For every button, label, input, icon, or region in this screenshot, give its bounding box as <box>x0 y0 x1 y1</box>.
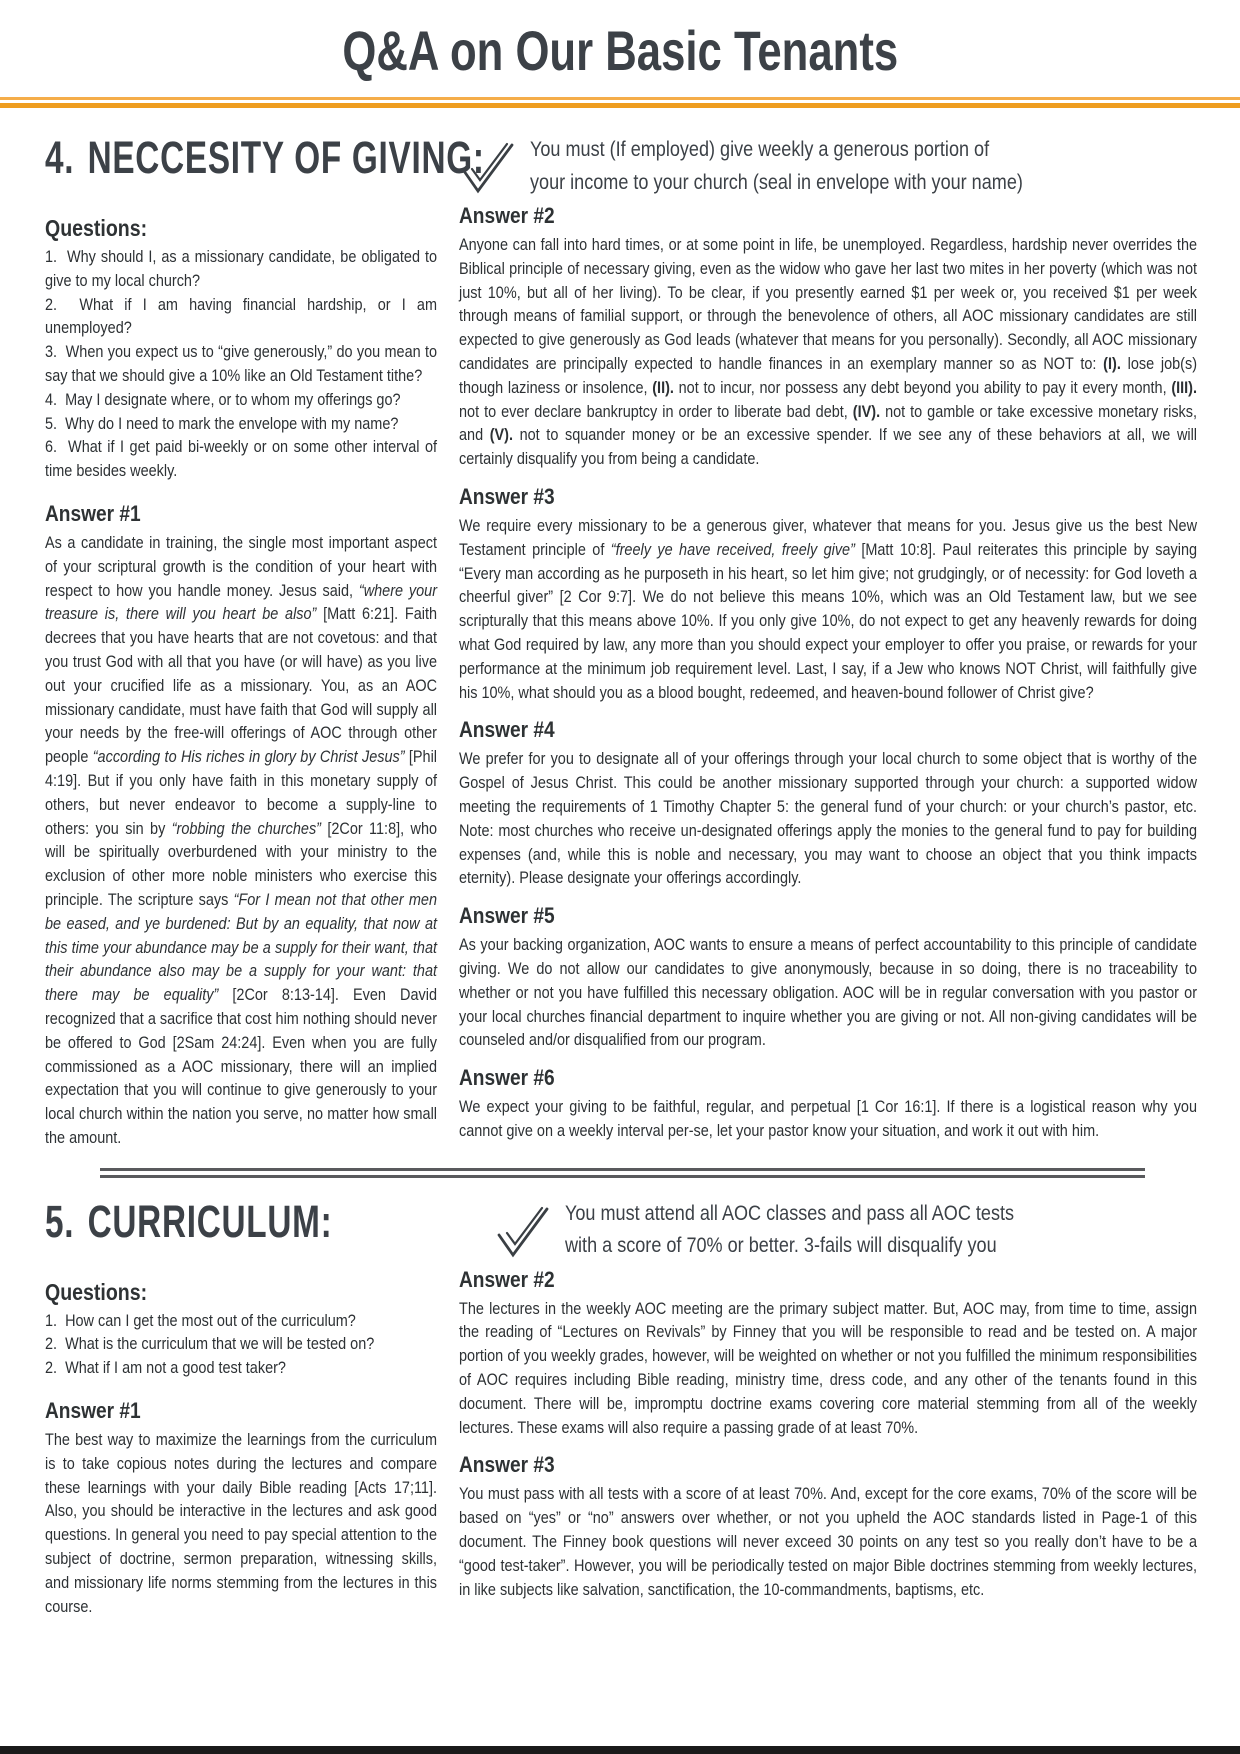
section5-right-column <box>459 1267 1197 1619</box>
bottom-page-bar <box>0 1746 1240 1754</box>
answer-body: The best way to maximize the learnings from the curriculum is to take copious notes during the lectures and compare these learnings with your daily Bible reading [Acts 17;11]. Also, you should be interactive in the lectures and ask good questions. In general you need to pay special attention to the subject of doctrine, sermon preparation, witnessing skills, and missionary life norms stemming from the lectures in this course. <box>45 1430 438 1616</box>
tagline-line: You must (If employed) give weekly a generous portion of <box>530 138 990 161</box>
answer-body: The lectures in the weekly AOC meeting are the primary subject matter. But, AOC may, from time to time, assign the reading of “Lectures on Revivals” by Finney that you will be responsible to read and be tested on. A major portion of you weekly grades, however, will be weighted on whether or not you fulfilled the minimum responsibilities of AOC requires including Bible reading, ministry time, dress code, and any other of the tenants found in this document. There will be, impromptu doctrine exams covering core material stemming from all of the weekly lectures. These exams will also require a passing grade of at least 70%. <box>459 1298 1198 1437</box>
section4-heading: 4. NECCESITY OF GIVING: <box>45 132 485 183</box>
answer-body: We prefer for you to designate all of your offerings through your local church to some object that is worthy of the Gospel of Jesus Christ. This could be another missionary supported through your church: a supported widow meeting the requirements of 1 Timothy Chapter 5: the general fund of your church: or your church’s pastor, etc. Note: most churches who receive un-designated offerings apply the monies to the general fund to pay for building expenses (and, while this is noble and necessary, you may want to choose an object that you think impacts eternity). Please designate your offerings accordingly. <box>459 749 1198 888</box>
answer-title: Answer #2 <box>459 1266 555 1292</box>
answer-block <box>459 1452 1197 1601</box>
answer-title: Answer #4 <box>459 717 555 743</box>
section5-tagline <box>565 1198 1107 1263</box>
answer-block <box>459 903 1197 1052</box>
answer-block <box>459 1267 1197 1440</box>
answer-title: Answer #3 <box>459 1452 555 1478</box>
answer-title: Answer #1 <box>45 1398 141 1424</box>
answer-body: As a candidate in training, the single most important aspect of your scriptural growth is the condition of your heart with respect to how you handle money. Jesus said, “where your treasure is, there will you heart be also” [Matt 6:21]. Faith decrees that you have hearts that are not covetous: and that you trust God with all that you have (or will have) as you live out your crucified life as a missionary. You, as an AOC missionary candidate, must have faith that God will supply all your needs by the free-will offerings of AOC through other people “according to His riches in glory by Christ Jesus” [Phil 4:19]. But if you only have faith in this monetary supply of others, but never endeavor to become a supply-line to others: you sin by “robbing the churches” [2Cor 11:8], who will be spiritually overburdened with your ministry to the exclusion of other more noble ministers who exercise this principle. The scripture says “For I mean not that other men be eased, and ye burdened: But by an equality, that now at this time your abundance may be a supply for their want, that their abundance also may be a supply for your want: that there may be equality” [2Cor 8:13-14]. Even David recognized that a sacrifice that cost him nothing should never be offered to God [2Sam 24:24]. Even when you are fully commissioned as a AOC missionary, there will an implied expectation that you will continue to give generously to your local church within the nation you serve, no matter how small the amount. <box>45 532 438 1147</box>
section4-right-column <box>459 203 1197 1150</box>
section5-left-column <box>45 1267 437 1619</box>
question-item: 3. When you expect us to “give generously,” do you mean to say that we should give a 10% like an Old Testament tithe? <box>45 342 438 385</box>
question-item: 4. May I designate where, or to whom my offerings go? <box>45 389 401 409</box>
section5-heading: 5. CURRICULUM: <box>45 1195 333 1247</box>
section4-columns <box>0 203 1240 1150</box>
question-item: 1. How can I get the most out of the curriculum? <box>45 1310 356 1330</box>
answer-title: Answer #5 <box>459 903 555 929</box>
answer-title: Answer #6 <box>459 1065 555 1091</box>
title-row <box>0 0 1240 83</box>
section-divider <box>100 1168 1145 1178</box>
answer-body: We require every missionary to be a generous giver, whatever that means for you. Jesus give us the best New Testament principle of “freely ye have received, freely give” [Matt 10:8]. Paul reiterates this principle by saying “Every man according as he purposeth in his heart, so let him give; not grudgingly, or of necessity: for God loveth a cheerful giver” [2 Cor 9:7]. We do not believe this means 10%, which was an Old Testament law, but we see scripturally that this means above 10%. If you only give 10%, do not expect to get any heavenly rewards for doing what God required by law, any more than you should expect your employer to offer you praise, or rewards for your performance at the minimum job requirement level. Last, I say, if a Jew who knows NOT Christ, will faithfully give his 10%, what should you as a blood bought, redeemed, and heaven-bound follower of Christ give? <box>459 515 1198 702</box>
double-checkmark-icon <box>495 1202 549 1265</box>
tagline-line: You must attend all AOC classes and pass all AOC tests <box>565 1201 1015 1225</box>
orange-divider <box>0 97 1240 108</box>
section4-header <box>0 132 1240 201</box>
answer-block <box>459 717 1197 890</box>
answer-body: We expect your giving to be faithful, regular, and perpetual [1 Cor 16:1]. If there is a logistical reason why you cannot give on a weekly interval per-se, let your pastor know your situation, and work it out with him. <box>459 1097 1198 1140</box>
orange-divider-thick-line <box>0 103 1240 108</box>
answer-block <box>45 1398 437 1618</box>
answer-block <box>459 484 1197 704</box>
answer-title: Answer #2 <box>459 203 555 228</box>
page-title: Q&A on Our Basic Tenants <box>342 19 898 82</box>
questions-label: Questions: <box>45 1278 148 1305</box>
questions-label: Questions: <box>45 215 148 241</box>
answer-block <box>459 1065 1197 1143</box>
tagline-line: with a score of 70% or better. 3-fails will disqualify you <box>565 1234 997 1258</box>
answer-body: Anyone can fall into hard times, or at some point in life, be unemployed. Regardless, hardship never overrides the Biblical principle of necessary giving, even as the widow who gave her last two mites in her poverty (which was not just 10%, but all of her living). To be clear, if you presently earned $1 per week or, you received $1 per week through means of familial support, or through the benevolence of others, all AOC missionary candidates are still expected to give generously as God leads (whatever that means for you personally). Secondly, all AOC missionary candidates are principally expected to handle finances in an exemplary manner so as NOT to: (I). lose job(s) though laziness or insolence, (II). not to incur, nor possess any debt beyond you ability to pay it every month, (III). not to ever declare bankruptcy in order to liberate bad debt, (IV). not to gamble or take excessive monetary risks, and (V). not to squander money or be an excessive spender. If we see any of these behaviors at all, we will certainly disqualify you from being a candidate. <box>459 235 1198 469</box>
question-item: 2. What is the curriculum that we will be tested on? <box>45 1334 375 1354</box>
question-item: 2. What if I am not a good test taker? <box>45 1358 286 1378</box>
question-item: 6. What if I get paid bi-weekly or on some other interval of time besides weekly. <box>45 437 438 481</box>
section4-tagline <box>530 134 1102 199</box>
answer-title: Answer #1 <box>45 500 141 526</box>
section4-left-column <box>45 203 437 1150</box>
section5-columns <box>0 1267 1240 1619</box>
section5-header <box>0 1196 1240 1265</box>
tagline-line: your income to your church (seal in envelope with your name) <box>530 170 1023 194</box>
question-item: 5. Why do I need to mark the envelope with my name? <box>45 413 399 433</box>
answer-body: As your backing organization, AOC wants to ensure a means of perfect accountability to this principle of candidate giving. We do not allow our candidates to give anonymously, because in so doing, there is no traceability to whether or not you have fulfilled this necessary obligation. AOC will be in regular conversation with you pastor or your local churches financial department to inquire whether you are giving or not. All non-giving candidates will be counseled and/or disqualified from our program. <box>459 935 1198 1050</box>
section-necessity-of-giving <box>0 132 1240 1150</box>
answer-block <box>45 501 437 1150</box>
answer-block <box>459 203 1197 471</box>
answer-title: Answer #3 <box>459 483 555 509</box>
answer-body: You must pass with all tests with a score of at least 70%. And, except for the core exams, 70% of the score will be based on “yes” or “no” answers over whether, or not you upheld the AOC standards listed in Page-1 of this document. The Finney book questions will never exceed 30 points on any test so you really don’t have to be a “good test-taker”. However, you will be periodically tested on major Bible doctrines stemming from weekly lectures, in like subjects like salvation, sanctification, the 10-commandments, baptisms, etc. <box>459 1484 1198 1599</box>
question-item: 1. Why should I, as a missionary candidate, be obligated to give to my local church? <box>45 247 438 290</box>
question-item: 2. What if I am having financial hardship, or I am unemployed? <box>45 294 438 338</box>
section-curriculum <box>0 1196 1240 1619</box>
